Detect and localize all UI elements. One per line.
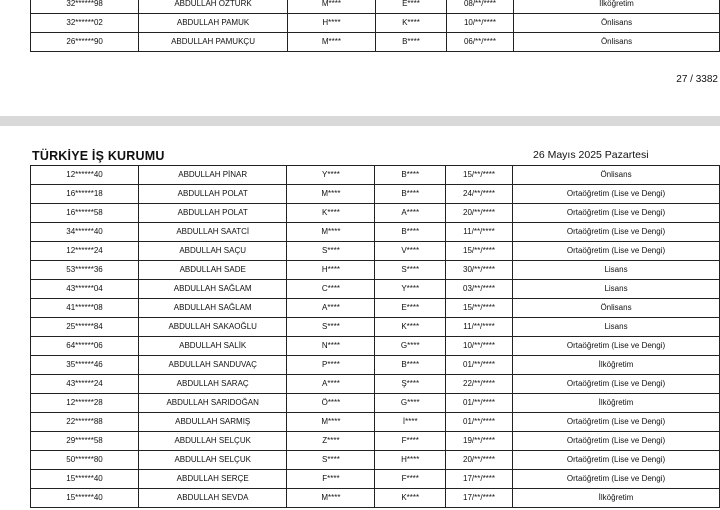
birth-date-cell: 17/**/****	[446, 470, 513, 489]
table-row	[31, 0, 720, 14]
name-cell: ABDULLAH SERÇE	[138, 470, 286, 489]
name-cell: ABDULLAH PAMUK	[139, 14, 287, 33]
birth-date-cell: 01/**/****	[446, 356, 513, 375]
father-initial-cell: Y****	[375, 280, 446, 299]
education-cell: Lisans	[513, 261, 720, 280]
education-cell: İlköğretim	[513, 394, 720, 413]
birth-date-cell: 03/**/****	[446, 280, 513, 299]
table-row	[31, 280, 720, 299]
mother-initial-cell: M****	[287, 33, 375, 52]
name-cell: ABDULLAH SAĞLAM	[138, 299, 286, 318]
id-cell: 22******88	[31, 413, 139, 432]
table-row	[31, 318, 720, 337]
birth-date-cell: 15/**/****	[446, 299, 513, 318]
name-cell: ABDULLAH SANDUVAÇ	[138, 356, 286, 375]
mother-initial-cell: K****	[287, 204, 375, 223]
father-initial-cell: Ş****	[375, 375, 446, 394]
report-date: 26 Mayıs 2025 Pazartesi	[533, 149, 649, 161]
id-cell: 16******18	[31, 185, 139, 204]
name-cell: ABDULLAH SEVDA	[138, 489, 286, 508]
father-initial-cell: F****	[375, 432, 446, 451]
birth-date-cell: 22/**/****	[446, 375, 513, 394]
name-cell: ABDULLAH SADE	[138, 261, 286, 280]
records-table-bottom	[30, 165, 720, 508]
id-cell: 41******08	[31, 299, 139, 318]
education-cell: Önlisans	[513, 166, 720, 185]
mother-initial-cell: H****	[287, 261, 375, 280]
id-cell: 50******80	[31, 451, 139, 470]
table-row	[31, 204, 720, 223]
mother-initial-cell: C****	[287, 280, 375, 299]
father-initial-cell: G****	[375, 337, 446, 356]
mother-initial-cell: F****	[287, 470, 375, 489]
id-cell: 64******06	[31, 337, 139, 356]
name-cell: ABDULLAH POLAT	[138, 185, 286, 204]
mother-initial-cell: A****	[287, 375, 375, 394]
table-row	[31, 413, 720, 432]
name-cell: ABDULLAH SAKAOĞLU	[138, 318, 286, 337]
mother-initial-cell: Y****	[287, 166, 375, 185]
id-cell: 34******40	[31, 223, 139, 242]
education-cell: Ortaöğretim (Lise ve Dengi)	[513, 432, 720, 451]
table-row	[31, 375, 720, 394]
birth-date-cell: 17/**/****	[446, 489, 513, 508]
education-cell: Önlisans	[514, 14, 720, 33]
mother-initial-cell: N****	[287, 337, 375, 356]
birth-date-cell: 01/**/****	[446, 413, 513, 432]
table-row	[31, 337, 720, 356]
father-initial-cell: İ****	[375, 413, 446, 432]
father-initial-cell: E****	[375, 299, 446, 318]
birth-date-cell: 20/**/****	[446, 204, 513, 223]
father-initial-cell: B****	[375, 223, 446, 242]
mother-initial-cell: Ö****	[287, 394, 375, 413]
name-cell: ABDULLAH SELÇUK	[138, 451, 286, 470]
records-table-bottom-body	[31, 166, 720, 508]
mother-initial-cell: Z****	[287, 432, 375, 451]
table-row	[31, 223, 720, 242]
name-cell: ABDULLAH POLAT	[138, 204, 286, 223]
table-row	[31, 451, 720, 470]
name-cell: ABDULLAH SAĞLAM	[138, 280, 286, 299]
table-row	[31, 242, 720, 261]
birth-date-cell: 10/**/****	[446, 14, 513, 33]
id-cell: 32******98	[31, 0, 139, 14]
birth-date-cell: 06/**/****	[446, 33, 513, 52]
father-initial-cell: H****	[375, 451, 446, 470]
document-page-top	[0, 0, 720, 116]
father-initial-cell: B****	[375, 185, 446, 204]
education-cell: Ortaöğretim (Lise ve Dengi)	[513, 413, 720, 432]
education-cell: Önlisans	[513, 299, 720, 318]
name-cell: ABDULLAH PAMUKÇU	[139, 33, 287, 52]
father-initial-cell: K****	[376, 14, 447, 33]
education-cell: Ortaöğretim (Lise ve Dengi)	[513, 204, 720, 223]
id-cell: 53******36	[31, 261, 139, 280]
father-initial-cell: F****	[375, 470, 446, 489]
id-cell: 43******04	[31, 280, 139, 299]
table-row	[31, 33, 720, 52]
id-cell: 12******28	[31, 394, 139, 413]
table-row	[31, 185, 720, 204]
birth-date-cell: 11/**/****	[446, 318, 513, 337]
birth-date-cell: 08/**/****	[446, 0, 513, 14]
table-row	[31, 299, 720, 318]
education-cell: Ortaöğretim (Lise ve Dengi)	[513, 242, 720, 261]
birth-date-cell: 15/**/****	[446, 166, 513, 185]
id-cell: 16******58	[31, 204, 139, 223]
education-cell: Ortaöğretim (Lise ve Dengi)	[513, 337, 720, 356]
document-page-bottom	[0, 126, 720, 510]
mother-initial-cell: P****	[287, 356, 375, 375]
father-initial-cell: G****	[375, 394, 446, 413]
table-row	[31, 14, 720, 33]
father-initial-cell: V****	[375, 242, 446, 261]
birth-date-cell: 15/**/****	[446, 242, 513, 261]
education-cell: Ortaöğretim (Lise ve Dengi)	[513, 375, 720, 394]
birth-date-cell: 19/**/****	[446, 432, 513, 451]
birth-date-cell: 30/**/****	[446, 261, 513, 280]
name-cell: ABDULLAH SARAÇ	[138, 375, 286, 394]
id-cell: 43******24	[31, 375, 139, 394]
father-initial-cell: S****	[375, 261, 446, 280]
name-cell: ABDULLAH PİNAR	[138, 166, 286, 185]
table-row	[31, 489, 720, 508]
education-cell: İlköğretim	[513, 356, 720, 375]
education-cell: Ortaöğretim (Lise ve Dengi)	[513, 451, 720, 470]
mother-initial-cell: S****	[287, 451, 375, 470]
birth-date-cell: 24/**/****	[446, 185, 513, 204]
father-initial-cell: B****	[376, 33, 447, 52]
father-initial-cell: B****	[375, 166, 446, 185]
name-cell: ABDULLAH SELÇUK	[138, 432, 286, 451]
education-cell: İlköğretim	[514, 0, 720, 14]
name-cell: ABDULLAH SARIDOĞAN	[138, 394, 286, 413]
id-cell: 12******40	[31, 166, 139, 185]
id-cell: 15******40	[31, 489, 139, 508]
id-cell: 15******40	[31, 470, 139, 489]
birth-date-cell: 01/**/****	[446, 394, 513, 413]
table-row	[31, 166, 720, 185]
mother-initial-cell: S****	[287, 318, 375, 337]
mother-initial-cell: M****	[287, 223, 375, 242]
id-cell: 32******02	[31, 14, 139, 33]
name-cell: ABDULLAH SALİK	[138, 337, 286, 356]
mother-initial-cell: H****	[287, 14, 375, 33]
mother-initial-cell: M****	[287, 0, 375, 14]
id-cell: 29******58	[31, 432, 139, 451]
organization-title: TÜRKİYE İŞ KURUMU	[32, 149, 165, 163]
id-cell: 35******46	[31, 356, 139, 375]
birth-date-cell: 11/**/****	[446, 223, 513, 242]
education-cell: Önlisans	[514, 33, 720, 52]
education-cell: Lisans	[513, 280, 720, 299]
education-cell: Lisans	[513, 318, 720, 337]
table-row	[31, 394, 720, 413]
records-table-top-body	[31, 0, 720, 52]
mother-initial-cell: S****	[287, 242, 375, 261]
table-row	[31, 470, 720, 489]
education-cell: Ortaöğretim (Lise ve Dengi)	[513, 185, 720, 204]
father-initial-cell: K****	[375, 318, 446, 337]
education-cell: İlköğretim	[513, 489, 720, 508]
education-cell: Ortaöğretim (Lise ve Dengi)	[513, 223, 720, 242]
name-cell: ABDULLAH SAÇU	[138, 242, 286, 261]
records-table-top	[30, 0, 720, 52]
father-initial-cell: A****	[375, 204, 446, 223]
id-cell: 25******84	[31, 318, 139, 337]
father-initial-cell: B****	[375, 356, 446, 375]
table-row	[31, 356, 720, 375]
table-row	[31, 432, 720, 451]
name-cell: ABDULLAH SAATCİ	[138, 223, 286, 242]
birth-date-cell: 10/**/****	[446, 337, 513, 356]
id-cell: 26******90	[31, 33, 139, 52]
birth-date-cell: 20/**/****	[446, 451, 513, 470]
education-cell: Ortaöğretim (Lise ve Dengi)	[513, 470, 720, 489]
name-cell: ABDULLAH SARMIŞ	[138, 413, 286, 432]
mother-initial-cell: M****	[287, 413, 375, 432]
father-initial-cell: E****	[376, 0, 447, 14]
name-cell: ABDULLAH ÖZTÜRK	[139, 0, 287, 14]
page-number: 27 / 3382	[676, 74, 718, 85]
mother-initial-cell: A****	[287, 299, 375, 318]
mother-initial-cell: M****	[287, 489, 375, 508]
table-row	[31, 261, 720, 280]
mother-initial-cell: M****	[287, 185, 375, 204]
father-initial-cell: K****	[375, 489, 446, 508]
id-cell: 12******24	[31, 242, 139, 261]
